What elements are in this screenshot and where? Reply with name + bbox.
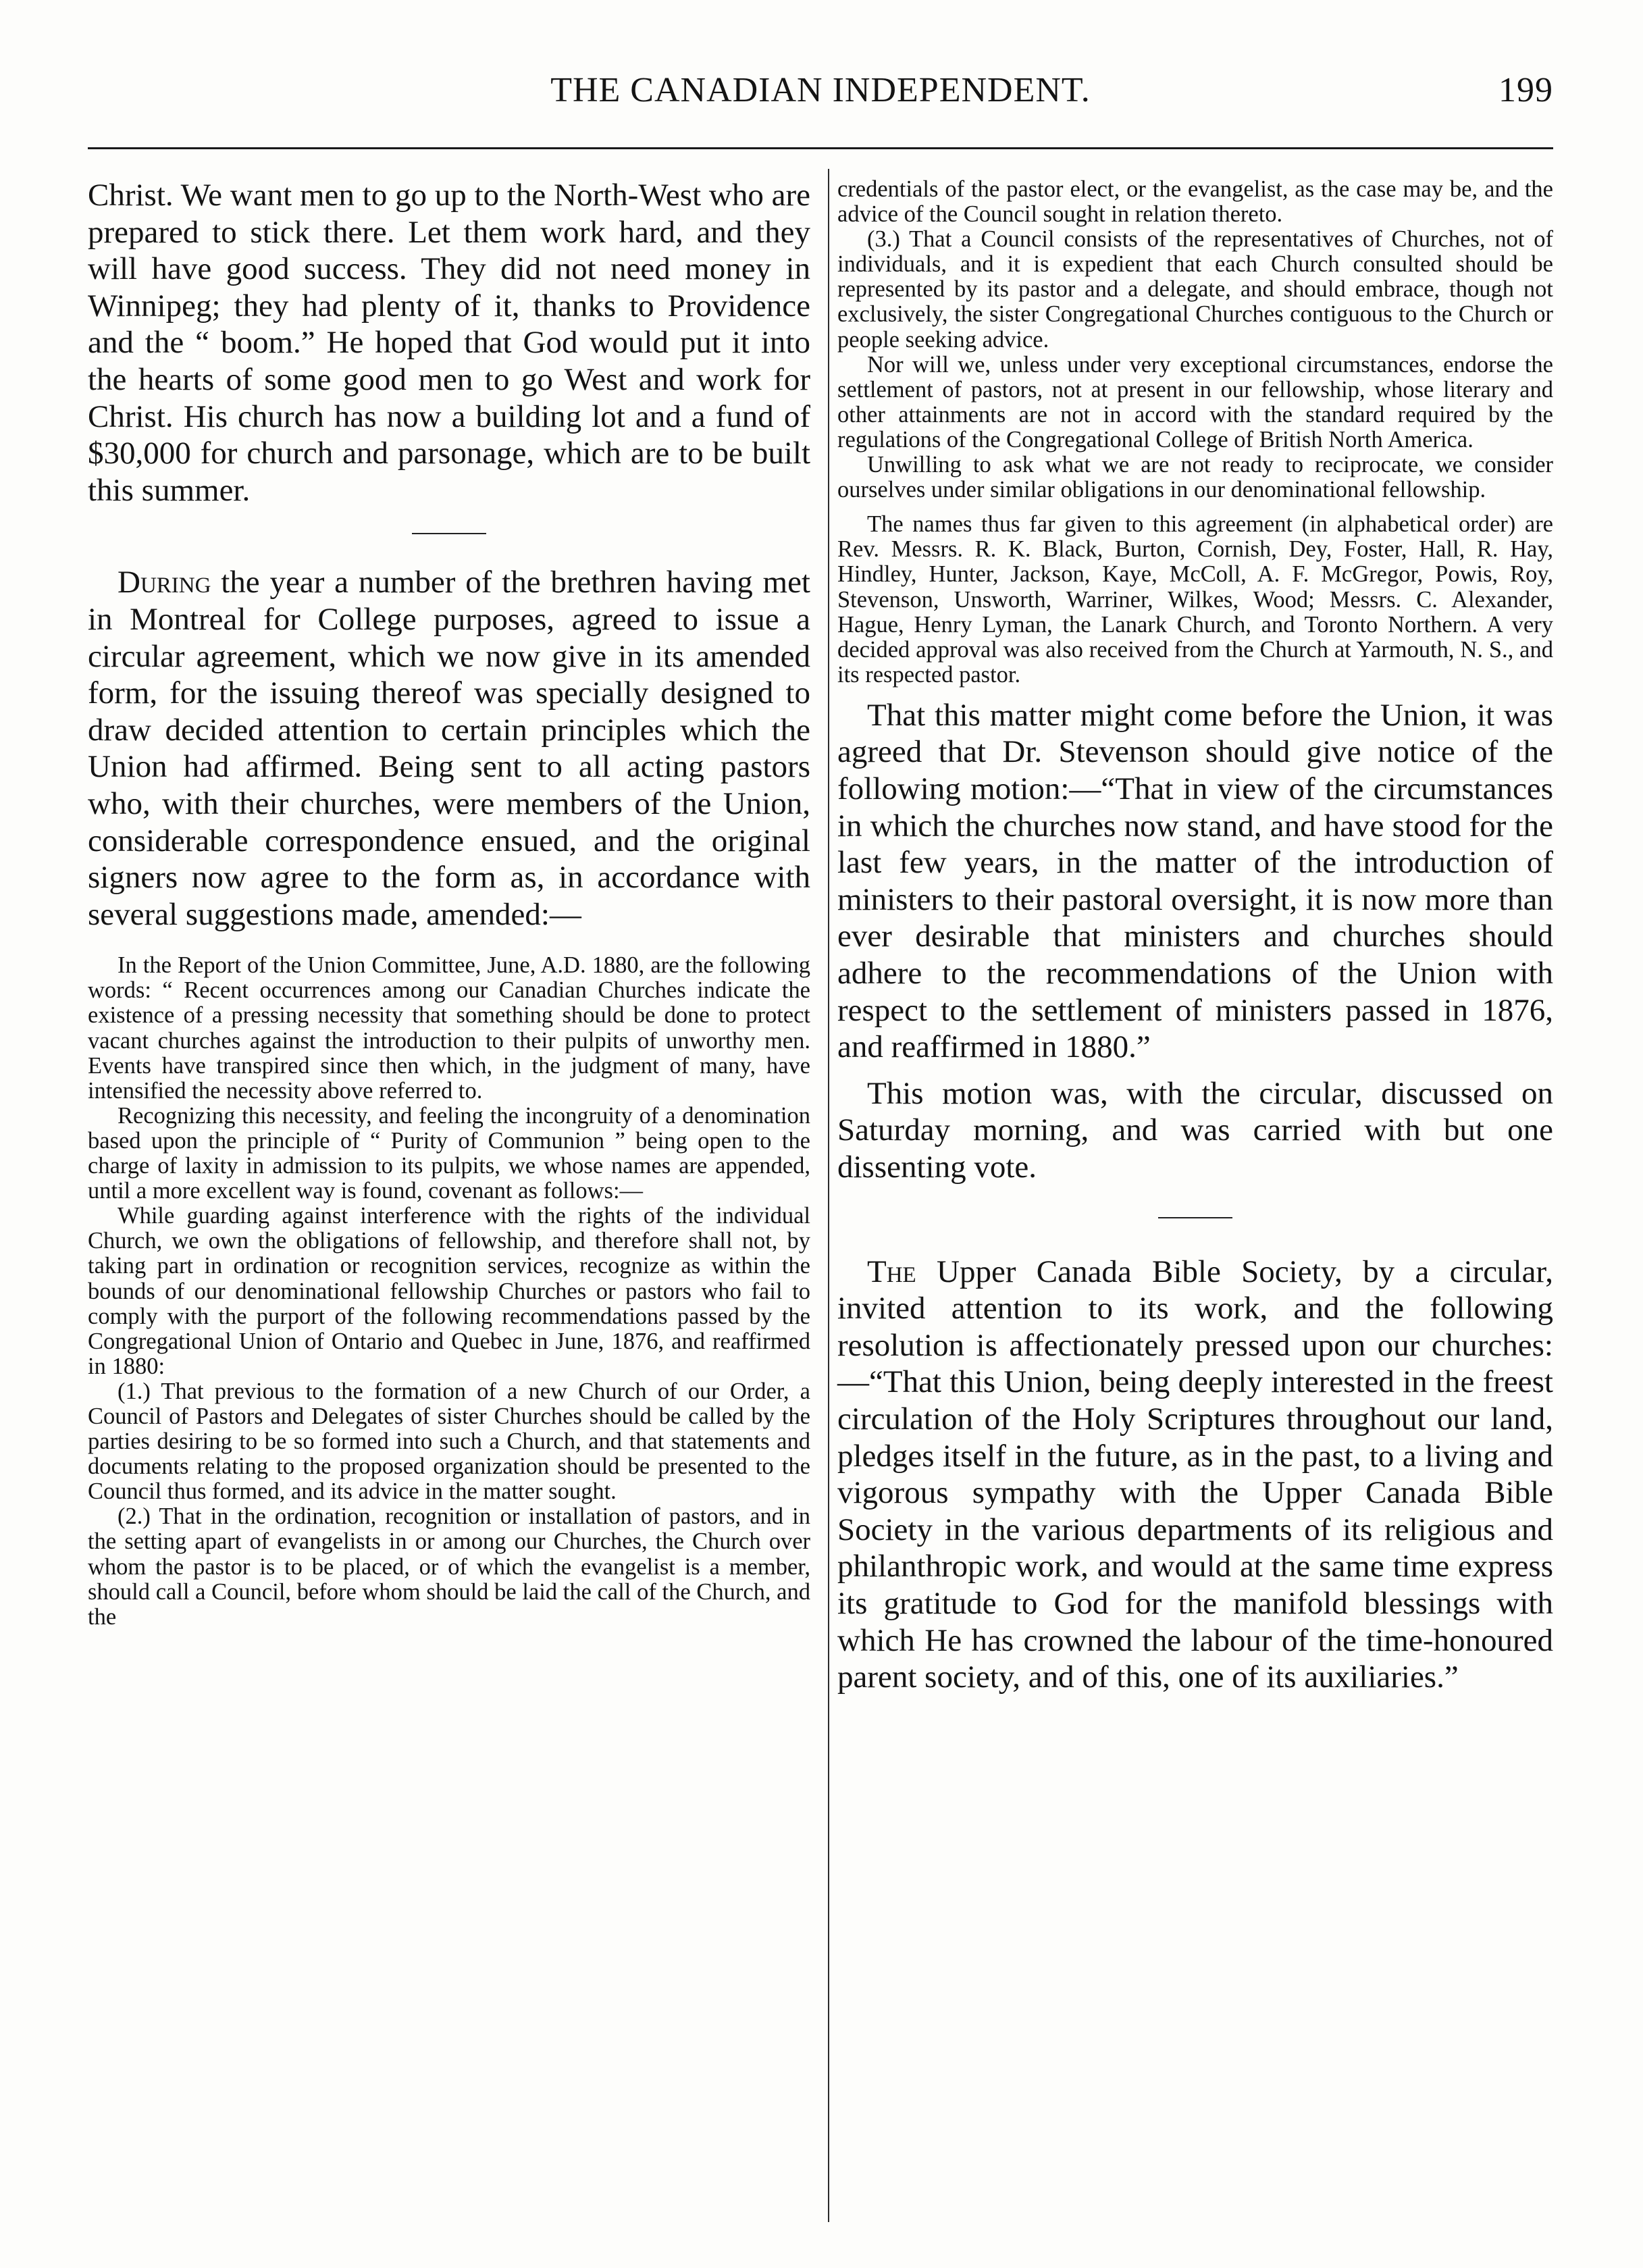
section-separator <box>1158 1217 1232 1218</box>
intro-paragraph: Christ. We want men to go up to the North-West who are prepared to stick there. Let them work hard, and they will have good success. They did not need money in Winnipeg; they had plenty of it, thanks to Providence and the “ boom.” He hoped that God would put it into the hearts of some good men to go West and work for Christ. His church has now a building lot and a fund of $30,000 for church and parsonage, which are to be built this summer. <box>88 178 810 508</box>
left-column <box>88 177 810 1630</box>
recognizing-paragraph: Recognizing this necessity, and feeling the incongruity of a denomination based upon the principle of “ Purity of Communion ” being open to the charge of laxity in admission to its pulpits, we whose names are appended, until a more excellent way is found, covenant as follows:— <box>88 1102 810 1204</box>
circular-paragraph <box>88 564 810 933</box>
recommendation-two: (2.) That in the ordination, recognition or installation of pastors, and in the setting apart of evangelists in or among our Churches, the Church over whom the pastor is to be placed, or of which the evangelist is a member, should call a Council, before whom should be laid the call of the Church, and the <box>88 1503 810 1630</box>
header-rule <box>88 147 1553 149</box>
publication-title: THE CANADIAN INDEPENDENT. <box>550 71 1091 109</box>
report-quote: In the Report of the Union Committee, June, A.D. 1880, are the following words: “ Recent occurrences among our Canadian Churches indicate the existence of a pressing necessity that something should be done to protect vacant churches against the introduction to their pulpits of unworthy men. Events have transpired since then which, in the judgment of many, have intensified the necessity above referred to. <box>88 952 810 1104</box>
dropcap-word: During <box>118 565 211 600</box>
column-divider <box>828 169 829 2222</box>
signers-paragraph: The names thus far given to this agreement (in alphabetical order) are Rev. Messrs. R. K. Black, Burton, Cornish, Dey, Foster, Hall, R. Hay, Hindley, Hunter, Jackson, Kaye, McColl, A. F. McGregor, Powis, Roy, Stevenson, Unsworth, Warriner, Wilkes, Wood; Messrs. C. Alexander, Hague, Henry Lyman, the Lanark Church, and Toronto Northern. A very decided approval was also received from the Church at Yarmouth, N. S., and its respected pastor. <box>837 511 1553 688</box>
recommendation-two-continued: credentials of the pastor elect, or the evangelist, as the case may be, and the advice of the Council sought in relation thereto. <box>837 176 1553 228</box>
bible-society-paragraph <box>837 1254 1553 1696</box>
nor-will-we-paragraph: Nor will we, unless under very exceptional circumstances, endorse the settlement of pastors, not at present in our fellowship, whose literary and other attainments are not in accord with the standard required by the regulations of the Congregational College of British North America. <box>837 351 1553 453</box>
dropcap-word: The <box>867 1254 916 1289</box>
circular-intro-text: the year a number of the brethren having met in Montreal for College purposes, agreed to issue a circular agreement, which we now give in its amended form, for the issuing thereof was specially designed to draw decided attention to certain principles which the Union had affirmed. Being sent to all acting pastors who, with their churches, were members of the Union, considerable correspondence ensued, and the original signers now agree to the form as, in accordance with several suggestions made, amended:— <box>88 565 810 932</box>
recommendation-one: (1.) That previous to the formation of a new Church of our Order, a Council of Pastors and Delegates of sister Churches should be called by the parties desiring to be so formed into such a Church, and that statements and documents relating to the proposed organization should be presented to the Council thus formed, and its advice in the matter sought. <box>88 1378 810 1505</box>
right-column <box>837 177 1553 1696</box>
page-header <box>88 65 1553 119</box>
section-separator <box>412 533 486 534</box>
motion-paragraph: That this matter might come before the Union, it was agreed that Dr. Stevenson should give notice of the following motion:—“That in view of the circumstances in which the churches now stand, and have stood for the last few years, in the matter of the introduction of ministers to their pastoral oversight, it is now more than ever desirable that ministers and churches should adhere to the recommendations of the Union with respect to the settlement of ministers passed in 1876, and reaffirmed in 1880.” <box>837 697 1553 1065</box>
page-number: 199 <box>1498 71 1553 109</box>
bible-society-text: Upper Canada Bible Society, by a circular, invited attention to its work, and the following resolution is affectionately pressed upon our churches:—“That this Union, being deeply interested in the freest circulation of the Holy Scriptures throughout our land, pledges itself in the future, as in the past, to a living and vigorous sympathy with the Upper Canada Bible Society in the various departments of its religious and philanthropic work, and would at the same time express its gratitude to God for the manifold blessings with which He has crowned the labour of the time-honoured parent society, and of this, one of its auxiliaries.” <box>837 1254 1553 1695</box>
guarding-paragraph: While guarding against interference with the rights of the individual Church, we own the obligations of fellowship, and therefore shall not, by taking part in ordination or recognition services, recognize as within the bounds of our denominational fellowship Churches or pastors who fail to comply with the purport of the following recommendations passed by the Congregational Union of Ontario and Quebec in June, 1876, and reaffirmed in 1880: <box>88 1203 810 1379</box>
recommendation-three: (3.) That a Council consists of the representatives of Churches, not of individuals, and it is expedient that each Church consulted should be represented by its pastor and a delegate, and should embrace, though not exclusively, the sister Congregational Churches contiguous to the Church or people seeking advice. <box>837 226 1553 353</box>
unwilling-paragraph: Unwilling to ask what we are not ready to reciprocate, we consider ourselves under similar obligations in our denominational fellowship. <box>837 452 1553 503</box>
discussion-paragraph: This motion was, with the circular, discussed on Saturday morning, and was carried with but one dissenting vote. <box>837 1075 1553 1185</box>
